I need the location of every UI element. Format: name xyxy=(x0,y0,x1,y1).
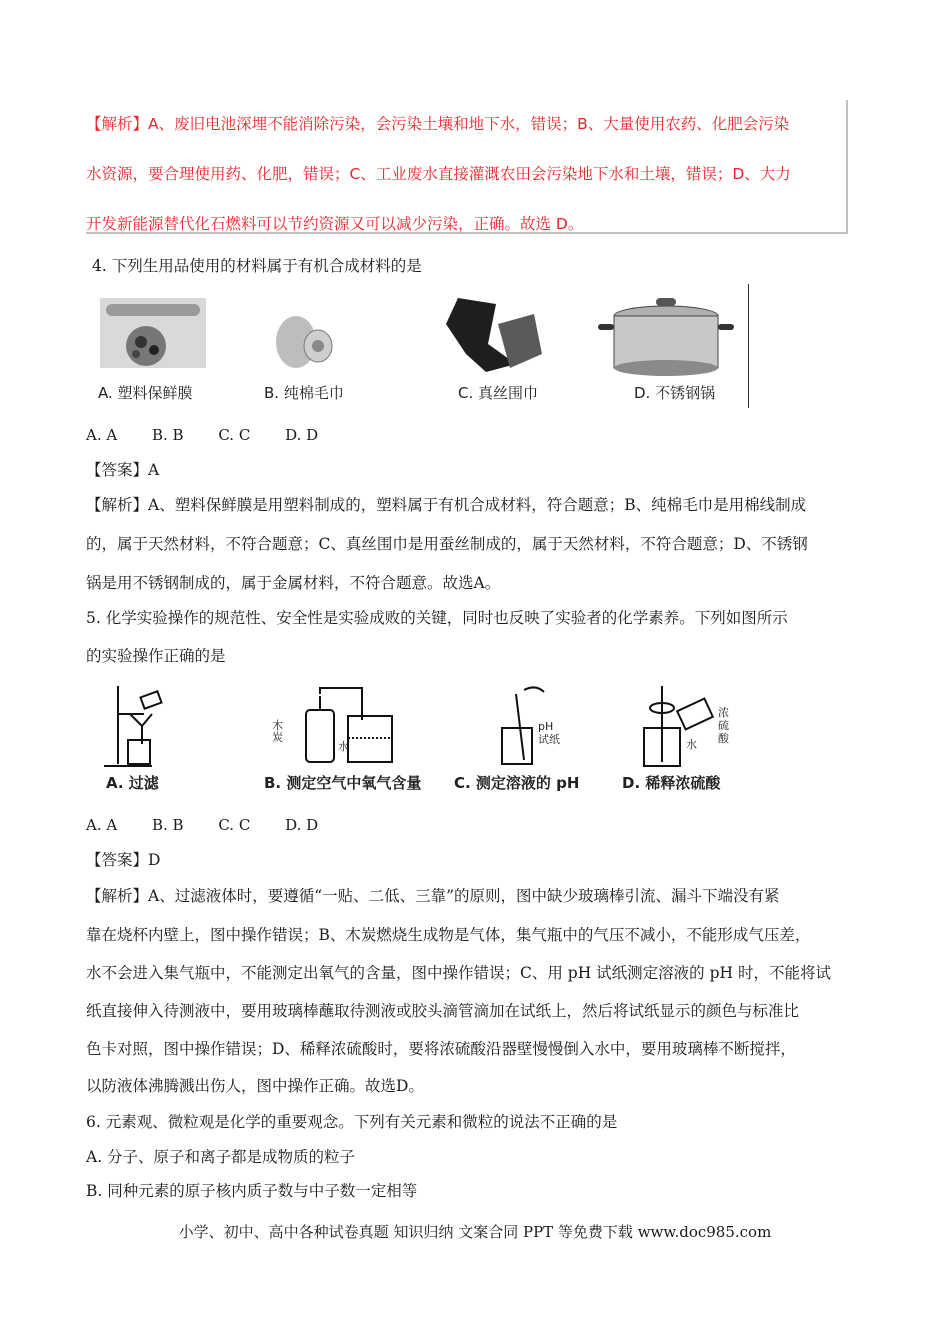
q5-options xyxy=(86,816,348,834)
q4-stem: 4. 下列生用品使用的材料属于有机合成材料的是 xyxy=(92,257,422,275)
q5-option-c: C. C xyxy=(218,816,251,834)
q5-answer: 【答案】D xyxy=(86,851,161,869)
label-water-d: 水 xyxy=(686,738,697,751)
q6-option-b: B. 同种元素的原子核内质子数与中子数一定相等 xyxy=(86,1182,418,1200)
label-charcoal: 木 炭 xyxy=(272,719,283,744)
q5-caption-a: A. 过滤 xyxy=(106,774,159,792)
towel-illustration xyxy=(276,316,332,368)
q5-figure xyxy=(96,680,746,796)
q4-caption-a: A. 塑料保鲜膜 xyxy=(98,384,193,402)
q5-caption-d: D. 稀释浓硫酸 xyxy=(622,774,721,792)
plastic-wrap-illustration xyxy=(100,298,206,368)
q6-option-a: A. 分子、原子和离子都是成物质的粒子 xyxy=(86,1148,356,1166)
q5-option-d: D. D xyxy=(285,816,319,834)
q5-stem-line-1: 5. 化学实验操作的规范性、安全性是实验成败的关键，同时也反映了实验者的化学素养。下列如图所示 xyxy=(86,609,788,627)
q4-figure xyxy=(86,284,749,408)
q4-caption-d: D. 不锈钢锅 xyxy=(634,384,716,402)
q4-options xyxy=(86,426,348,444)
q4-option-c: C. C xyxy=(218,426,251,444)
q4-analysis-line-1: 【解析】A、塑料保鲜膜是用塑料制成的，塑料属于有机合成材料，符合题意；B、纯棉毛巾是用棉线制成 xyxy=(86,496,807,514)
prev-analysis-line-2: 水资源，要合理使用药、化肥，错误；C、工业废水直接灌溉农田会污染地下水和土壤，错误；D、大力 xyxy=(86,165,791,183)
q4-analysis-line-3: 锅是用不锈钢制成的，属于金属材料，不符合题意。故选A。 xyxy=(86,574,501,592)
oxygen-measurement-illustration xyxy=(306,688,392,762)
dilute-acid-illustration xyxy=(644,686,713,766)
q5-analysis-line-2: 靠在烧杯内壁上，图中操作错误；B、木炭燃烧生成物是气体，集气瓶中的气压不减小，不能形成气压差， xyxy=(86,926,811,944)
q5-analysis-line-1: 【解析】A、过滤液体时，要遵循“一贴、二低、三靠”的原则，图中缺少玻璃棒引流、漏斗下端没有紧 xyxy=(86,887,780,905)
q5-analysis-line-3: 水不会进入集气瓶中，不能测定出氧气的含量，图中操作错误；C、用 pH 试纸测定溶液的 pH 时，不能将试 xyxy=(86,964,831,982)
q5-caption-b: B. 测定空气中氧气含量 xyxy=(264,774,422,792)
prev-analysis-line-3: 开发新能源替代化石燃料可以节约资源又可以减少污染，正确。故选 D。 xyxy=(86,215,584,233)
filtration-illustration xyxy=(104,686,162,766)
label-acid: 浓 硫 酸 xyxy=(718,706,729,745)
page-footer: 小学、初中、高中各种试卷真题 知识归纳 文案合同 PPT 等免费下载 www.doc985.com xyxy=(178,1223,772,1241)
q6-stem: 6. 元素观、微粒观是化学的重要观念。下列有关元素和微粒的说法不正确的是 xyxy=(86,1113,618,1131)
q4-caption-b: B. 纯棉毛巾 xyxy=(264,384,344,402)
q5-analysis-line-5: 色卡对照，图中操作错误；D、稀释浓硫酸时，要将浓硫酸沿器壁慢慢倒入水中，要用玻璃棒不断搅拌， xyxy=(86,1040,796,1058)
q4-option-a: A. A xyxy=(86,426,118,444)
q5-analysis-line-4: 纸直接伸入待测液中，要用玻璃棒蘸取待测液或胶头滴管滴加在试纸上，然后将试纸显示的颜色与标准比 xyxy=(86,1002,800,1020)
label-water-b: 水 xyxy=(338,740,349,753)
q5-stem-line-2: 的实验操作正确的是 xyxy=(86,647,226,665)
silk-scarf-illustration xyxy=(446,298,542,372)
q5-analysis-line-6: 以防液体沸腾溅出伤人，图中操作正确。故选D。 xyxy=(86,1077,424,1095)
label-ph-paper: pH 试纸 xyxy=(538,720,560,746)
q4-option-d: D. D xyxy=(285,426,319,444)
prev-analysis-line-1: 【解析】A、废旧电池深埋不能消除污染，会污染土壤和地下水，错误；B、大量使用农药、化肥会污染 xyxy=(86,115,790,133)
q4-caption-c: C. 真丝围巾 xyxy=(458,384,539,402)
q5-option-b: B. B xyxy=(151,816,184,834)
q5-option-a: A. A xyxy=(86,816,118,834)
q4-analysis-line-2: 的，属于天然材料，不符合题意；C、真丝围巾是用蚕丝制成的，属于天然材料，不符合题意；D、不锈钢 xyxy=(86,535,808,553)
steel-pot-illustration xyxy=(598,298,734,376)
q4-answer: 【答案】A xyxy=(86,461,160,479)
q4-option-b: B. B xyxy=(151,426,184,444)
q5-caption-c: C. 测定溶液的 pH xyxy=(454,774,580,792)
